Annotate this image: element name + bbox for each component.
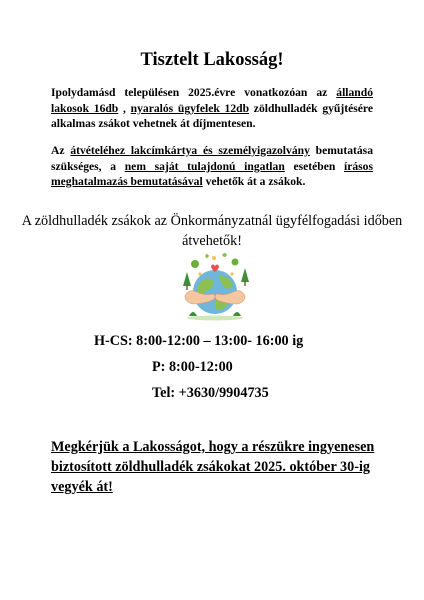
page-title: Tisztelt Lakosság! [140, 50, 284, 70]
earth-illustration-svg [175, 252, 255, 324]
closing-request: Megkérjük a Lakosságot, hogy a részükre ingyenesen biztosított zöldhulladék zsákokat 2025. október 30-ig vegyék át! [51, 439, 375, 495]
text-segment: , [118, 101, 131, 115]
permanent-residents-quota: állandó lakosok 16db [51, 86, 373, 115]
pickup-notice: A zöldhulladék zsákok az Önkormányzatnál ügyfélfogadási időben átvehetők! [21, 213, 403, 249]
text-segment: zöldhulladék gyűjtésére alkalmas zsákot vehetnek át díjmentesen. [51, 101, 373, 131]
phone-number: Tel: +3630/9904735 [152, 385, 269, 401]
text-segment: esetében [284, 159, 344, 173]
non-owned-property: nem saját tulajdonú ingatlan [124, 159, 285, 173]
paragraph-bag-allocation [51, 85, 373, 132]
holiday-clients-quota: nyaralós ügyfelek 12db [130, 101, 250, 115]
text-segment: vehetők át a zsákok. [202, 175, 306, 189]
written-authorization: írásos meghatalmazás bemutatásával [51, 159, 373, 189]
text-segment: Az [51, 144, 71, 157]
opening-hours-mon-thu: H-CS: 8:00-12:00 – 13:00- 16:00 ig [94, 333, 304, 349]
opening-hours-friday: P: 8:00-12:00 [152, 359, 233, 375]
paragraph-requirements [51, 143, 373, 190]
text-segment: Ipolydamásd településen 2025.évre vonatkozóan az [51, 86, 337, 99]
text-segment: bemutatása szükséges, a [51, 144, 373, 173]
required-documents: átvételéhez lakcímkártya és személyigazolvány [70, 144, 310, 157]
earth-hands-icon [175, 252, 255, 324]
